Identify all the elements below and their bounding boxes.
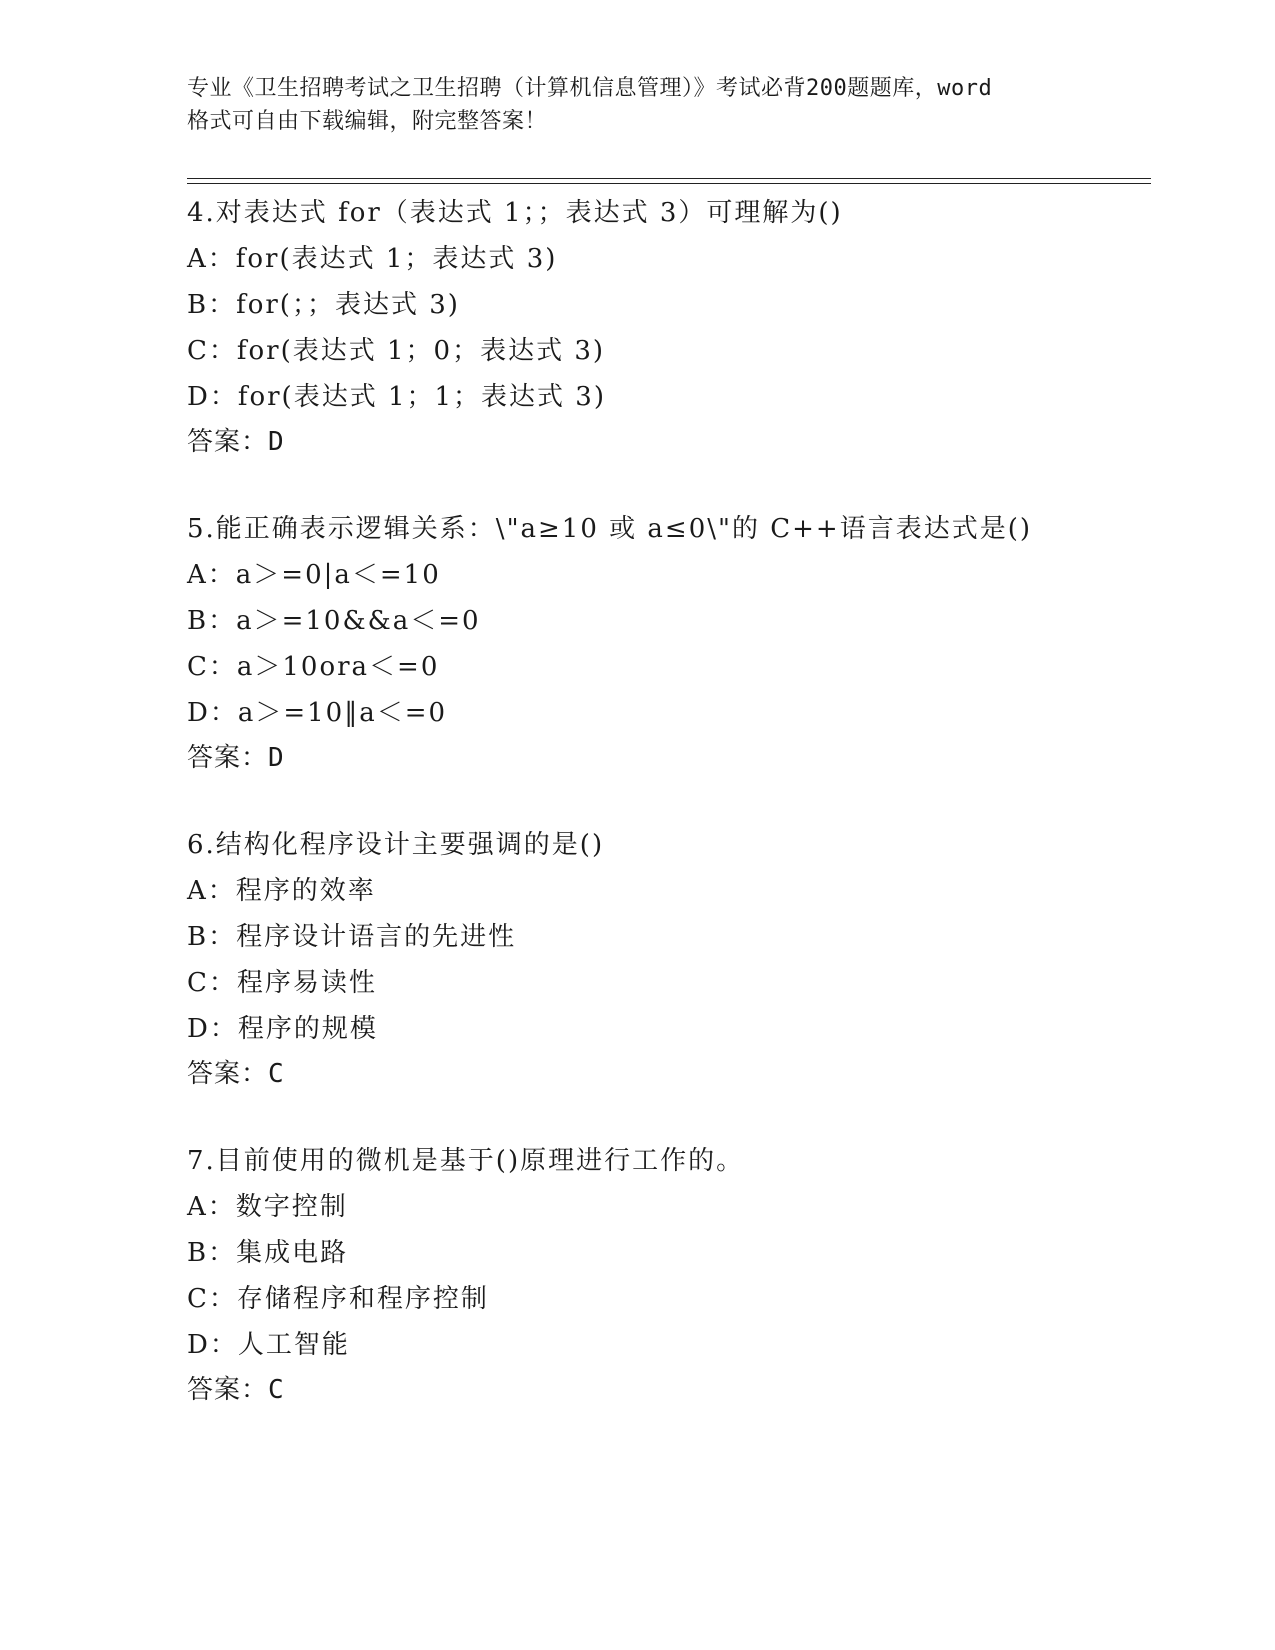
option-b: B：a＞=10&&a＜=0 — [187, 606, 481, 636]
header-divider-top — [187, 178, 1151, 179]
option-a: A：数字控制 — [187, 1192, 348, 1222]
answer: 答案：D — [187, 427, 285, 457]
question-4 — [187, 190, 1151, 464]
option-a: A：程序的效率 — [187, 876, 376, 906]
option-b: B：集成电路 — [187, 1238, 349, 1268]
option-d: D：a＞=10‖a＜=0 — [187, 698, 448, 728]
option-c: C：程序易读性 — [187, 968, 377, 998]
option-c: C：for(表达式 1；0；表达式 3) — [187, 336, 606, 366]
question-stem: 5.能正确表示逻辑关系：\"a≥10 或 a≤0\"的 C++语言表达式是() — [187, 514, 1032, 544]
document-header — [187, 72, 1107, 138]
option-a: A：a＞=0|a＜=10 — [187, 560, 441, 590]
option-b: B：for(；；表达式 3) — [187, 290, 460, 320]
question-stem: 7.目前使用的微机是基于()原理进行工作的。 — [187, 1146, 745, 1176]
option-d: D：for(表达式 1；1；表达式 3) — [187, 382, 606, 412]
option-c: C：a＞10ora＜=0 — [187, 652, 440, 682]
header-divider-bottom — [187, 183, 1151, 184]
option-d: D：程序的规模 — [187, 1014, 378, 1044]
question-5 — [187, 506, 1151, 780]
question-stem: 6.结构化程序设计主要强调的是() — [187, 830, 605, 860]
answer: 答案：D — [187, 743, 285, 773]
question-7 — [187, 1138, 1151, 1412]
header-title-line-2: 格式可自由下载编辑，附完整答案！ — [187, 109, 548, 134]
question-6 — [187, 822, 1151, 1096]
question-stem: 4.对表达式 for（表达式 1；；表达式 3）可理解为() — [187, 198, 843, 228]
answer: 答案：C — [187, 1059, 285, 1089]
option-c: C：存储程序和程序控制 — [187, 1284, 489, 1314]
option-d: D：人工智能 — [187, 1330, 350, 1360]
answer: 答案：C — [187, 1375, 285, 1405]
option-b: B：程序设计语言的先进性 — [187, 922, 517, 952]
question-list — [187, 190, 1151, 1454]
option-a: A：for(表达式 1；表达式 3) — [187, 244, 558, 274]
header-title-line-1: 专业《卫生招聘考试之卫生招聘（计算机信息管理）》考试必背200题题库，word — [187, 76, 993, 101]
